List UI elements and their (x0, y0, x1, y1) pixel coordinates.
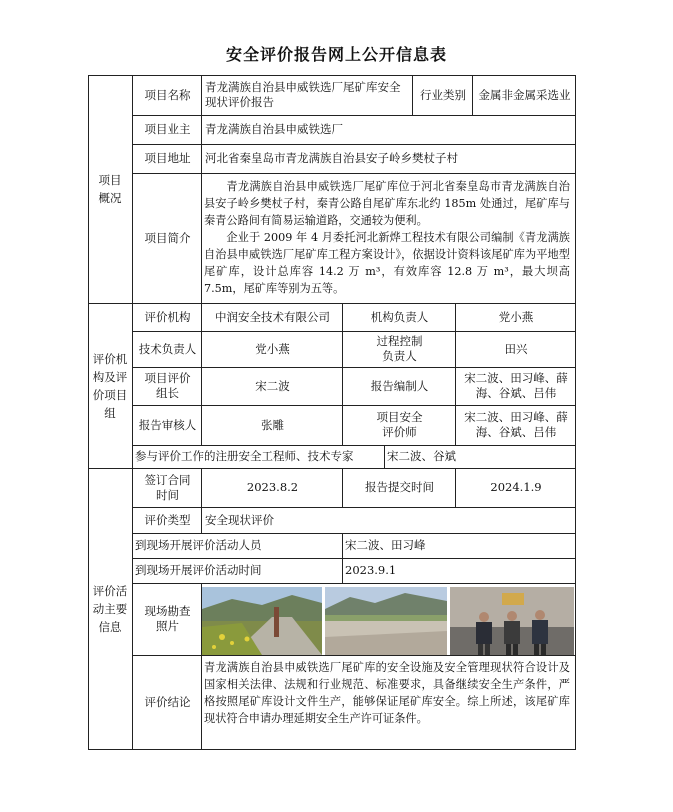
contract-label: 签订合同 时间 (144, 472, 191, 502)
industry-value: 金属非金属采选业 (478, 87, 571, 102)
leader-label: 项目评价 组长 (144, 371, 191, 400)
reviewer-value: 张雕 (261, 417, 284, 432)
intro-paragraph-2: 企业于 2009 年 4 月委托河北新烨工程技术有限公司编制《青龙满族自治县申威铁选厂尾矿库工程方案设计》，依据设计资料该尾矿库为平地型尾矿库，设计总库容 14.2 万 m³，有效库容 12.8 万 m³，最大坝高 7.5m，尾矿库等别为五等。 (204, 231, 570, 295)
org-section-label: 评价机 构及评 价项目 组 (92, 351, 128, 420)
onsite-time-value: 2023.9.1 (345, 563, 397, 577)
site-photo-staff (450, 587, 574, 655)
process-head-label: 过程控制 负责人 (376, 334, 423, 363)
project-name-value: 青龙满族自治县申威铁选厂尾矿库安全现状评价报告 (205, 80, 401, 109)
owner-label: 项目业主 (144, 122, 191, 136)
reviewer-label: 报告审核人 (138, 417, 197, 432)
project-intro (202, 176, 574, 299)
industry-label: 行业类别 (420, 87, 466, 102)
submit-date: 2024.1.9 (490, 480, 542, 494)
conclusion-label: 评价结论 (144, 695, 191, 709)
writer-label: 报告编制人 (370, 378, 429, 393)
owner-value: 青龙满族自治县申威铁选厂 (205, 122, 343, 136)
process-head-value: 田兴 (504, 341, 528, 356)
site-photo-tailings (325, 587, 447, 655)
project-name-label: 项目名称 (144, 87, 191, 102)
photos-label: 现场勘查 照片 (144, 604, 191, 633)
agency-head-label: 机构负责人 (370, 309, 429, 324)
type-label: 评价类型 (144, 512, 191, 527)
experts-value: 宋二波、谷斌 (387, 449, 456, 463)
leader-value: 宋二波 (255, 378, 290, 393)
tech-head-label: 技术负责人 (138, 341, 197, 356)
assessors-label: 项目安全 评价师 (376, 410, 423, 439)
submit-label: 报告提交时间 (365, 480, 434, 494)
type-value: 安全现状评价 (205, 512, 274, 527)
onsite-time-label: 到现场开展评价活动时间 (135, 563, 262, 577)
writers-value: 宋二波、田习峰、薛海、谷斌、吕伟 (464, 371, 568, 400)
contract-date: 2023.8.2 (246, 480, 299, 494)
activity-section-label: 评价活 动主要 信息 (92, 584, 128, 634)
assessors-value: 宋二波、田习峰、薛海、谷斌、吕伟 (464, 410, 568, 439)
agency-head-value: 党小燕 (498, 309, 534, 324)
address-value: 河北省秦皇岛市青龙满族自治县安子岭乡樊杖子村 (205, 151, 458, 165)
address-label: 项目地址 (144, 151, 191, 165)
tech-head-value: 党小燕 (255, 341, 290, 356)
agency-value: 中润安全技术有限公司 (215, 309, 330, 324)
onsite-people-label: 到现场开展评价活动人员 (135, 538, 262, 552)
site-photo-road (202, 587, 322, 655)
agency-label: 评价机构 (144, 309, 191, 324)
experts-label: 参与评价工作的注册安全工程师、技术专家 (135, 449, 354, 463)
page-title: 安全评价报告网上公开信息表 (225, 45, 447, 64)
conclusion-text: 青龙满族自治县申威铁选厂尾矿库的安全设施及安全管理现状符合设计及国家相关法律、法规和行业规范、标准要求，具备继续安全生产条件，严格按照尾矿库设计文件生产，能够保证尾矿库安全。综上所述，该尾矿库现状符合申请办理延期安全生产许可证条件。 (204, 661, 570, 725)
onsite-people-value: 宋二波、田习峰 (345, 538, 426, 552)
intro-paragraph-1: 青龙满族自治县申威铁选厂尾矿库位于河北省秦皇岛市青龙满族自治县安子岭乡樊杖子村，秦青公路自尾矿库东北约 185m 处通过，尾矿库与秦青公路间有简易运输道路，交通较为便利。 (204, 180, 570, 227)
intro-label: 项目简介 (144, 230, 191, 245)
overview-section-label: 项目 概况 (98, 173, 122, 205)
